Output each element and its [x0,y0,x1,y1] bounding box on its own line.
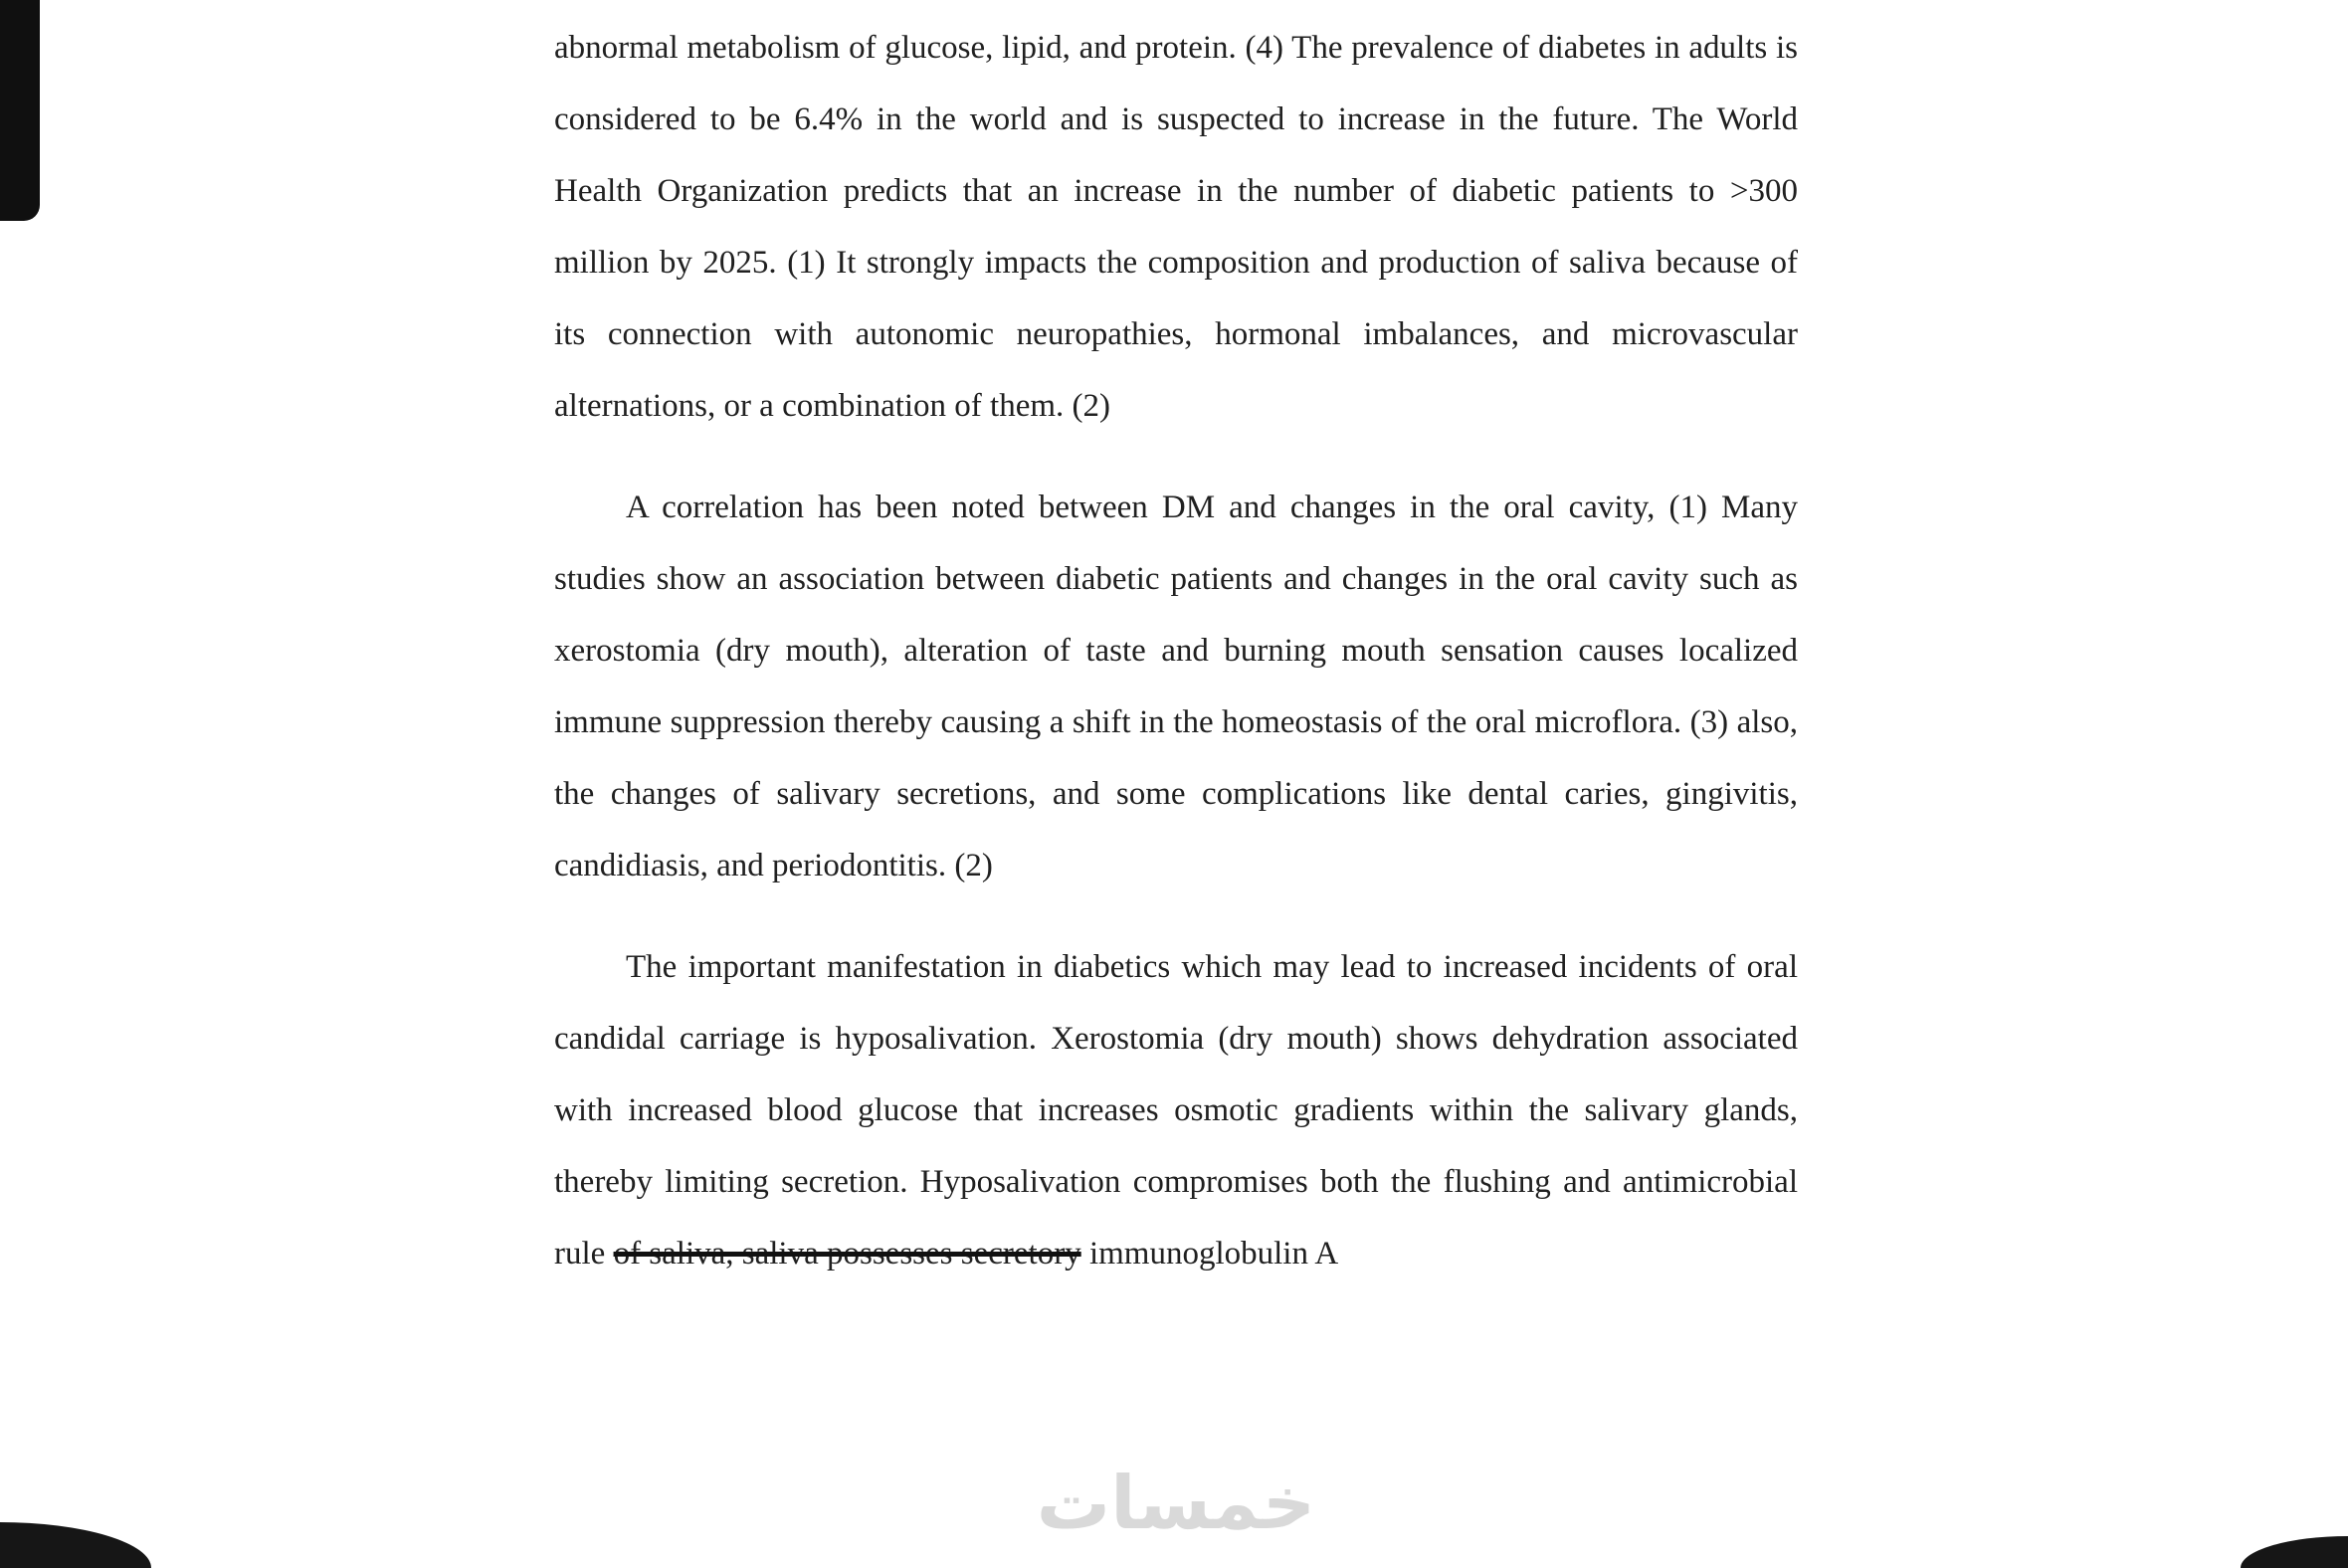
struck-text: of saliva, saliva possesses secretory [613,1236,1081,1272]
text-segment: immunoglobulin A [1080,1236,1339,1272]
paragraph [554,931,1798,1289]
text-segment: abnormal metabolism of glucose, lipid, and protein. (4) The prevalence of diabetes in adults is considered to be 6.4% in the world and is suspected to increase in the future. The World Health Organization predicts that an increase in the number of diabetic patients to >300 million by 2025. (1) It strongly impacts the composition and production of saliva because of its connection with autonomic neuropathies, hormonal imbalances, and microvascular alternations, or a combination of them. (2) [554,30,1798,424]
paragraph [554,472,1798,901]
text-column [554,12,1798,1289]
screen-bezel-top-left [0,0,40,221]
screen-bezel-corner-bottom-left [0,1522,151,1568]
text-segment: A correlation has been noted between DM and changes in the oral cavity, (1) Many studies show an association between diabetic patients and changes in the oral cavity such as xerostomia (dry mouth), alteration of taste and burning mouth sensation causes localized immune suppression thereby causing a shift in the homeostasis of the oral microflora. (3) also, the changes of salivary secretions, and some complications like dental caries, gingivitis, candidiasis, and periodontitis. (2) [554,490,1798,883]
screen-bezel-corner-bottom-right [2241,1536,2348,1568]
text-segment: The important manifestation in diabetics which may lead to increased incidents of oral candidal carriage is hyposalivation. Xerostomia (dry mouth) shows dehydration associated with increased blood glucose that increases osmotic gradients within the salivary glands, thereby limiting secretion. Hyposalivation compromises both the flushing and antimicrobial rule [554,949,1798,1272]
paragraph [554,12,1798,442]
watermark: خمسات [1036,1461,1316,1546]
